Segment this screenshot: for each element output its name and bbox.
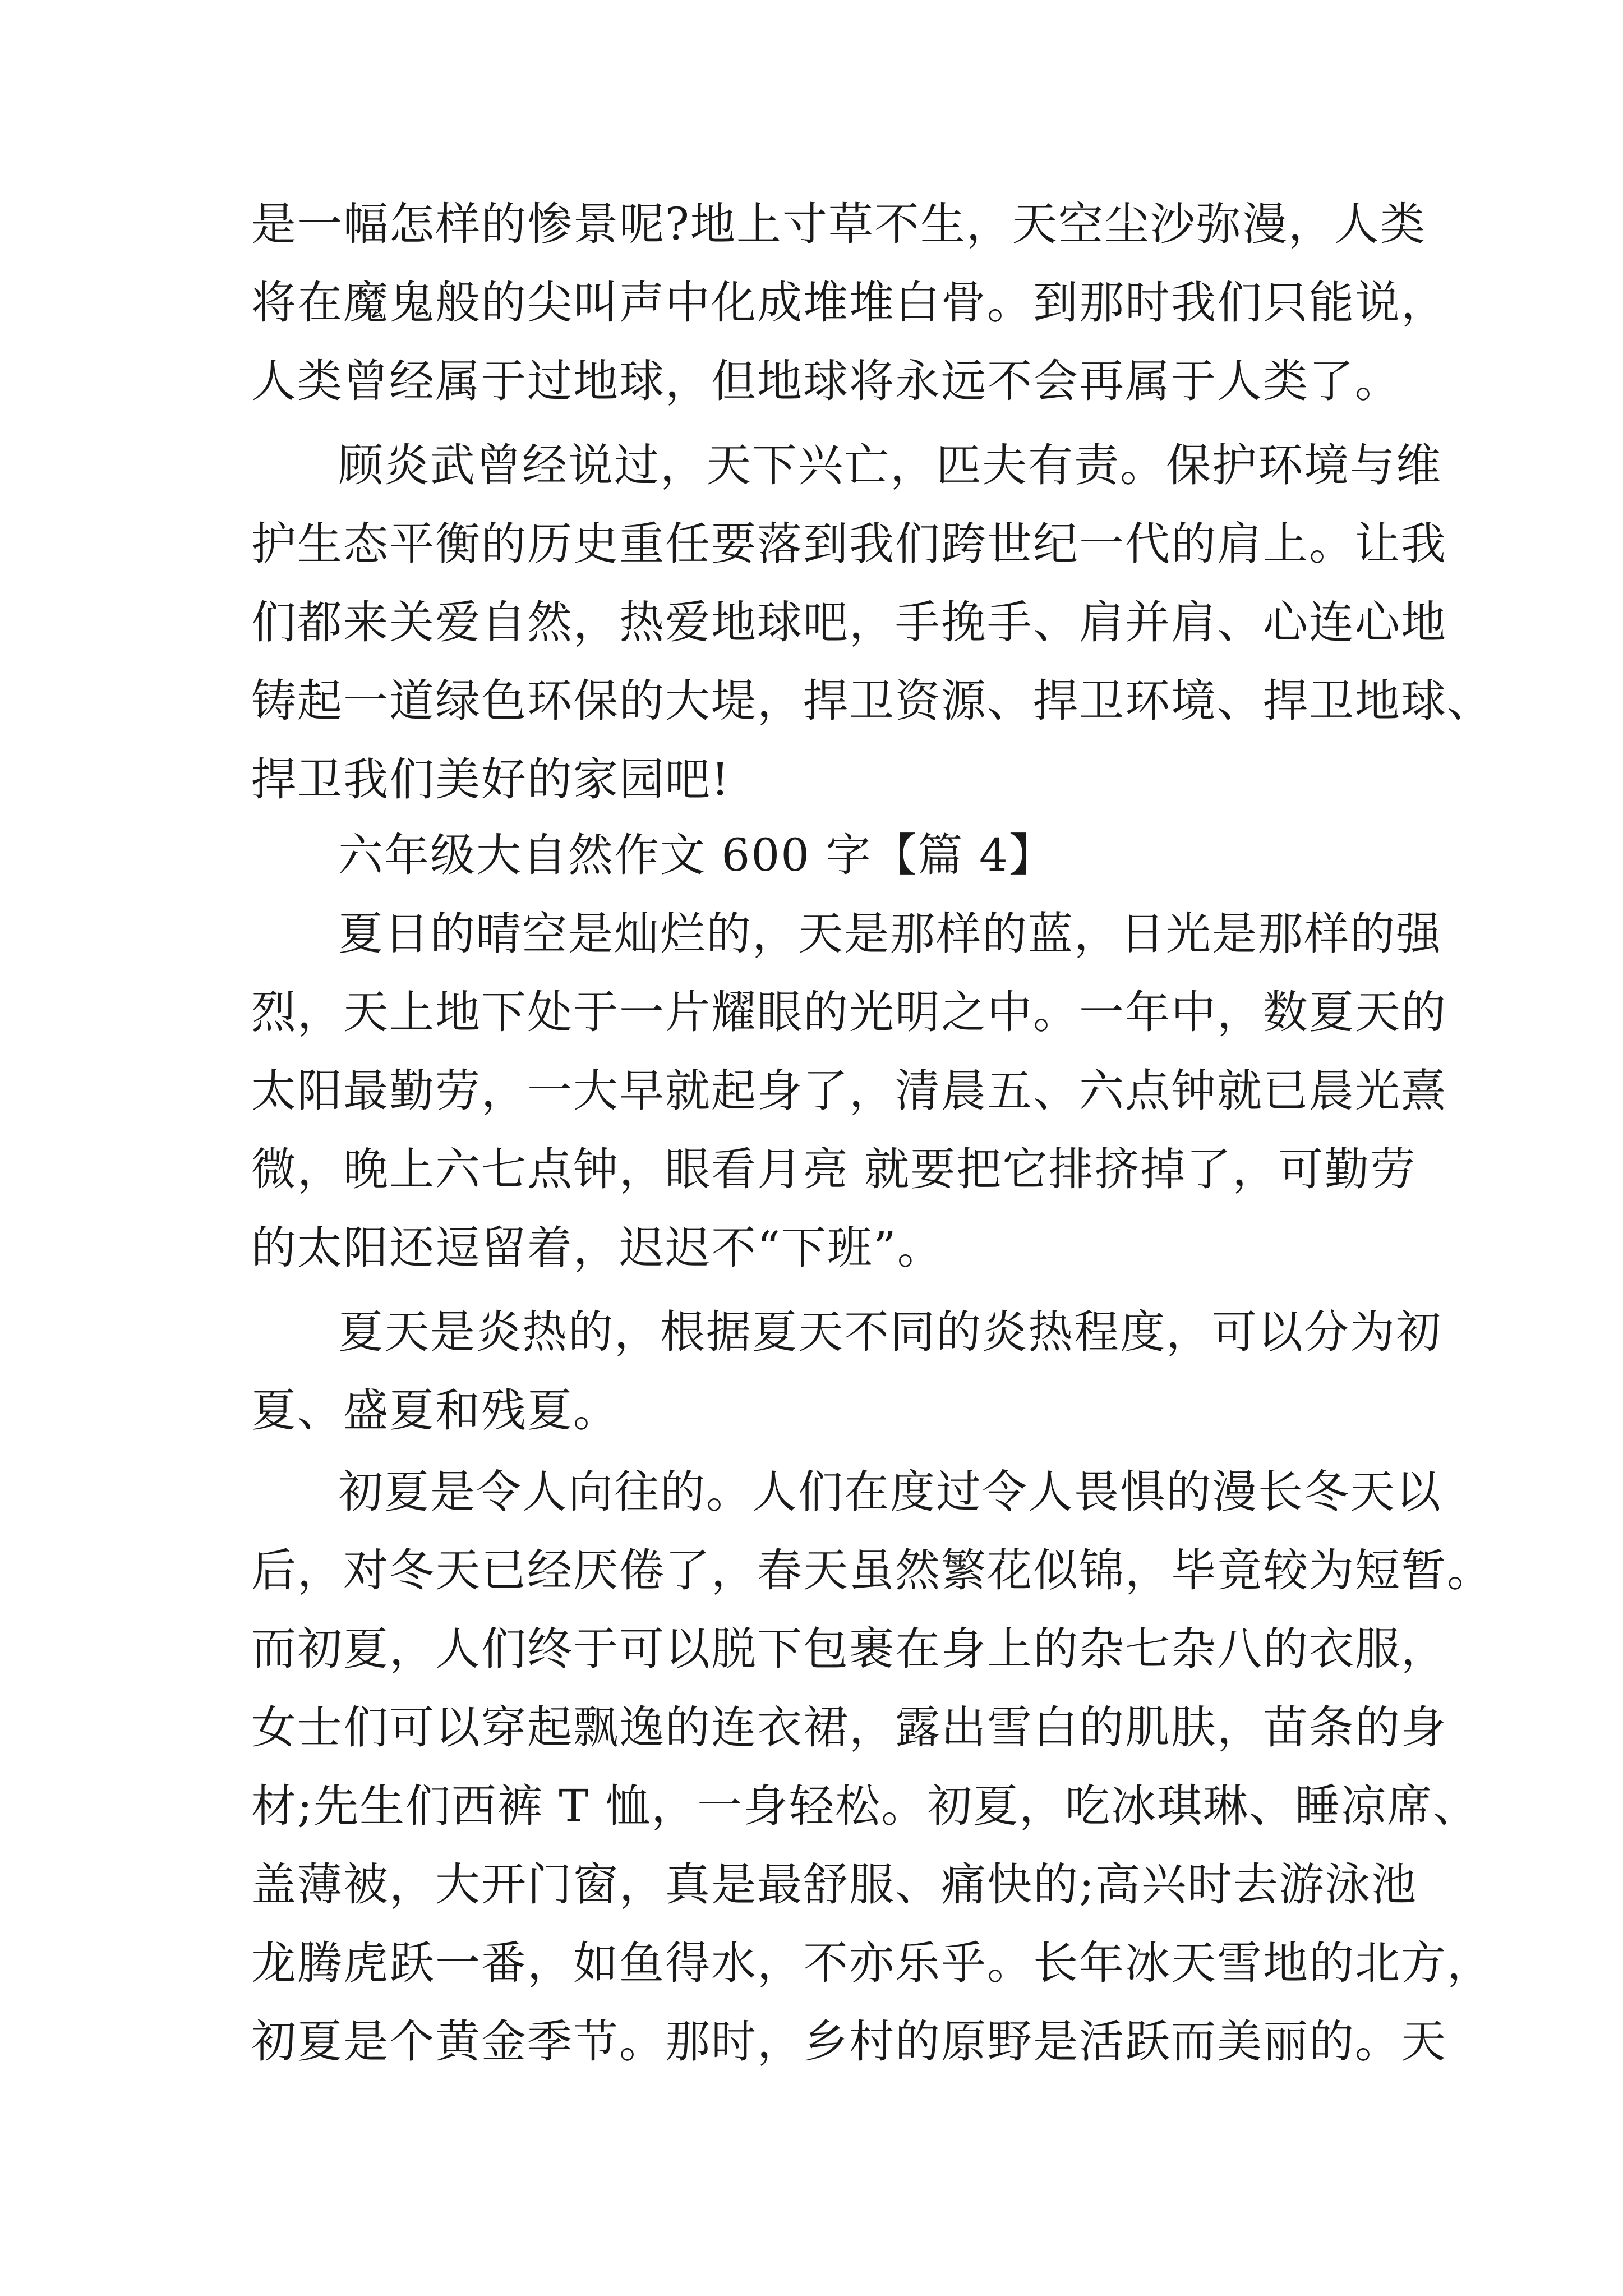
paragraph-first-line: 夏天是炎热的，根据夏天不同的炎热程度，可以分为初 <box>338 1306 1442 1358</box>
text-line: 后，对冬天已经厌倦了，春天虽然繁花似锦，毕竟较为短暂。 <box>251 1544 1493 1596</box>
section-heading: 六年级大自然作文 600 字【篇 4】 <box>338 829 1055 881</box>
text-line: 烈，天上地下处于一片耀眼的光明之中。一年中，数夏天的 <box>251 986 1447 1038</box>
text-line: 女士们可以穿起飘逸的连衣裙，露出雪白的肌肤，苗条的身 <box>251 1701 1447 1754</box>
text-line: 护生态平衡的历史重任要落到我们跨世纪一代的肩上。让我 <box>251 518 1447 570</box>
paragraph-first-line: 夏日的晴空是灿烂的，天是那样的蓝，日光是那样的强 <box>338 908 1442 960</box>
text-line: 龙腾虎跃一番，如鱼得水，不亦乐乎。长年冰天雪地的北方， <box>251 1937 1493 1989</box>
text-line: 的太阳还逗留着，迟迟不“下班”。 <box>251 1222 943 1274</box>
text-line: 是一幅怎样的惨景呢?地上寸草不生，天空尘沙弥漫，人类 <box>251 198 1426 250</box>
paragraph-first-line: 初夏是令人向往的。人们在度过令人畏惧的漫长冬天以 <box>338 1466 1442 1518</box>
text-line: 将在魔鬼般的尖叫声中化成堆堆白骨。到那时我们只能说， <box>251 277 1447 329</box>
text-line: 初夏是个黄金季节。那时，乡村的原野是活跃而美丽的。天 <box>251 2016 1447 2068</box>
text-line: 们都来关爱自然，热爱地球吧，手挽手、肩并肩、心连心地 <box>251 596 1447 648</box>
text-line: 太阳最勤劳，一大早就起身了，清晨五、六点钟就已晨光熹 <box>251 1065 1447 1117</box>
text-line: 微，晚上六七点钟，眼看月亮 就要把它排挤掉了，可勤劳 <box>251 1143 1417 1195</box>
text-line: 而初夏，人们终于可以脱下包裹在身上的杂七杂八的衣服， <box>251 1623 1447 1675</box>
text-line: 盖薄被，大开门窗，真是最舒服、痛快的;高兴时去游泳池 <box>251 1858 1417 1911</box>
text-line: 人类曾经属于过地球，但地球将永远不会再属于人类了。 <box>251 355 1401 407</box>
text-line: 捍卫我们美好的家园吧! <box>251 753 731 806</box>
paragraph-first-line: 顾炎武曾经说过，天下兴亡，匹夫有责。保护环境与维 <box>338 439 1442 491</box>
text-line: 铸起一道绿色环保的大堤，捍卫资源、捍卫环境、捍卫地球、 <box>251 675 1493 727</box>
text-line: 夏、盛夏和残夏。 <box>251 1384 619 1437</box>
text-line: 材;先生们西裤 T 恤，一身轻松。初夏，吃冰琪琳、睡凉席、 <box>251 1780 1479 1832</box>
